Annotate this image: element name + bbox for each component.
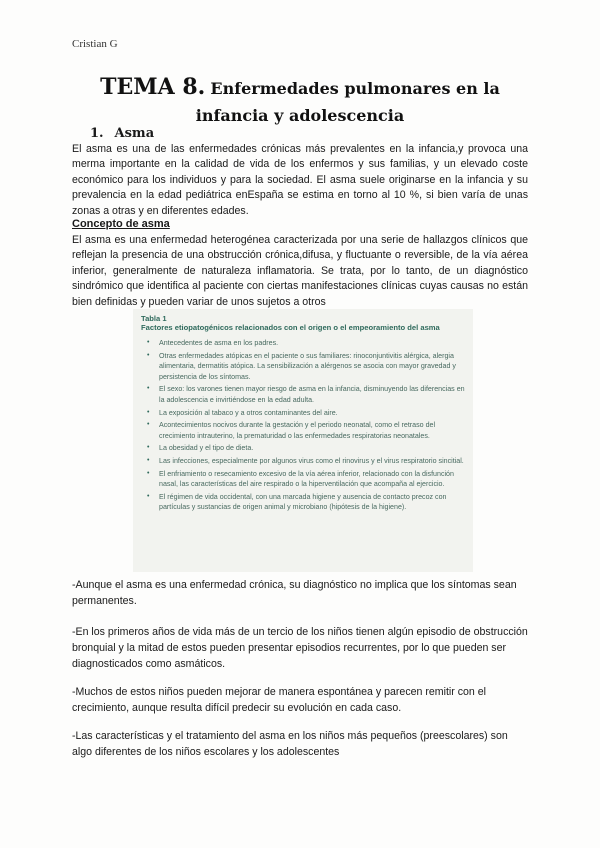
table-1-list [141, 338, 465, 513]
list-item: • Las infecciones, especialmente por algunos virus como el rinovirus y el virus respiratorio sincitial. [147, 456, 464, 465]
concept-heading: Concepto de asma [72, 218, 170, 230]
bullet-icon: • [147, 339, 150, 346]
page-title [60, 74, 540, 129]
bullet-icon: • [147, 492, 150, 500]
section-label: Asma [114, 126, 155, 141]
list-item: • Antecedentes de asma en los padres. [147, 339, 279, 347]
table-1-label: Tabla 1 [141, 314, 167, 323]
bullet-icon: • [147, 408, 150, 416]
table-1-figure [133, 309, 473, 572]
bullet-icon: • [147, 421, 150, 429]
bullet-icon: • [147, 351, 150, 359]
list-item: • El sexo: los varones tienen mayor riesgo de asma en la infancia, disminuyendo las diferencias en la adolescencia e invirtiéndose en la edad adulta. [147, 385, 465, 404]
title-number: TEMA 8. [100, 74, 206, 100]
title-text-line1: Enfermedades pulmonares en la [210, 79, 500, 98]
section-heading [90, 126, 154, 141]
list-item: • El régimen de vida occidental, con una marcada higiene y ausencia de contacto precoz con partículas y sustancias de origen animal y microbiano (hipótesis de la higiene). [147, 492, 447, 512]
list-item: • Acontecimientos nocivos durante la gestación y el periodo neonatal, como el retraso del crecimiento intrauterino, la prematuridad o las enfermedades respiratorias neonatales. [147, 421, 436, 440]
bullet-icon: • [147, 385, 150, 393]
bullet-icon: • [147, 469, 150, 477]
bullet-icon: • [147, 456, 150, 464]
note-paragraph-1: -Aunque el asma es una enfermedad crónica, su diagnóstico no implica que los síntomas sean permanentes. [72, 579, 517, 607]
intro-paragraph: El asma es una de las enfermedades crónicas más prevalentes en la infancia,y provoca una merma importante en la calidad de vida de los enfermos y sus familias, y un elevado coste económico para los individuos y para la sociedad. El asma suele originarse en la infancia y su prevalencia en la edad pediátrica enEspaña se estima en torno al 10 %, si bien varía de unas zonas a otras y en diferentes edades. [72, 143, 528, 217]
list-item: • Otras enfermedades atópicas en el paciente o sus familiares: rinoconjuntivitis alérgica, alergia alimentaria, dermatitis atópica. La sensibilización a alérgenos se asocia con mayor gravedad y persistencia de los síntomas. [147, 351, 456, 381]
bullet-icon: • [147, 444, 150, 452]
list-item: • La exposición al tabaco y a otros contaminantes del aire. [147, 408, 338, 417]
table-1-caption: Factores etiopatogénicos relacionados con el origen o el empeoramiento del asma [141, 323, 440, 332]
title-text-line2: infancia y adolescencia [195, 106, 405, 125]
page-header-author: Cristian G [72, 38, 118, 50]
list-item: • El enfriamiento o resecamiento excesivo de la vía aérea inferior, relacionado con la disfunción nasal, las características del aire respirado o la hiperventilación que acompaña al ejercicio. [147, 469, 454, 489]
list-item: • La obesidad y el tipo de dieta. [147, 444, 254, 453]
concept-paragraph: El asma es una enfermedad heterogénea caracterizada por una serie de hallazgos clínicos que reflejan la presencia de una obstrucción crónica,difusa, y fluctuante o reversible, de la vía aérea inferior, generalmente de naturaleza inflamatoria. Se trata, por lo tanto, de un diagnóstico sindrómico que identifica al paciente con ciertas manifestaciones clínicas cuyas causas no están bien definidas y pueden variar de unos sujetos a otros [72, 234, 528, 308]
note-paragraph-4: -Las características y el tratamiento del asma en los niños más pequeños (preescolares) son algo diferentes de los niños escolares y los adolescentes [72, 730, 508, 758]
note-paragraph-3: -Muchos de estos niños pueden mejorar de manera espontánea y parecen remitir con el crecimiento, aunque resulta difícil predecir su evolución en cada caso. [72, 686, 486, 714]
section-number: 1. [90, 126, 104, 141]
note-paragraph-2: -En los primeros años de vida más de un tercio de los niños tienen algún episodio de obstrucción bronquial y la mitad de estos pueden presentar episodios recurrentes, por lo que pueden ser diagnosticados como asmáticos. [72, 626, 528, 670]
